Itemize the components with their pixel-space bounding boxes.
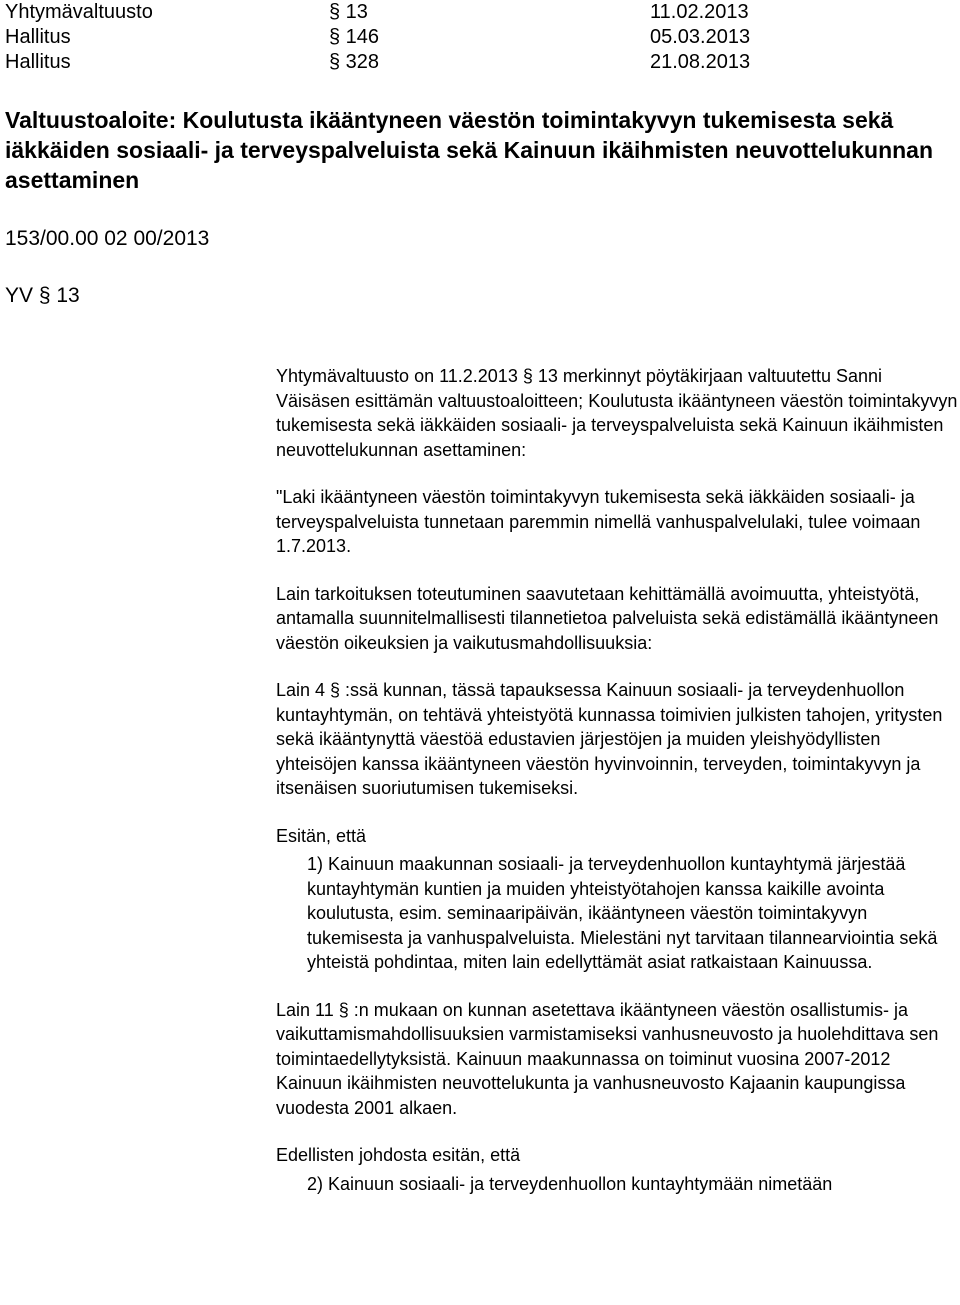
history-body: Hallitus (5, 51, 71, 73)
proposal-item: 2) Kainuun sosiaali- ja terveydenhuollon kuntayhtymään nimetään (307, 1173, 833, 1194)
proposal-list (276, 1172, 960, 1197)
history-body: Hallitus (5, 26, 71, 48)
history-date: 11.02.2013 (650, 1, 749, 23)
body-text (276, 364, 960, 1196)
proposal-lead: Edellisten johdosta esitän, että (276, 1145, 521, 1165)
paragraph: Lain tarkoituksen toteutuminen saavutetaan kehittämällä avoimuutta, yhteistyötä, antamalla suunnitelmallisesti tilannetietoa palveluista sekä edistämällä ikääntyneen väestön oikeuksien ja vaikutusmahdollisuuksia: (276, 583, 939, 653)
section-reference: YV § 13 (5, 284, 80, 307)
paragraph: Lain 4 § :ssä kunnan, tässä tapauksessa Kainuun sosiaali- ja terveydenhuollon kuntayhtymän, on tehtävä yhteistyötä kunnassa toimivien julkisten tahojen, yritysten sekä ikääntynyttä väestöä edustavien järjestöjen ja muiden yleishyödyllisten yhteisöjen kanssa ikääntyneen väestön hyvinvoinnin, terveyden, toimintakyvyn ja itsenäisen suoriutumisen tukemiseksi. (276, 680, 943, 798)
proposal-list (276, 852, 960, 975)
diary-number: 153/00.00 02 00/2013 (5, 227, 210, 250)
intro-paragraph: Yhtymävaltuusto on 11.2.2013 § 13 merkinnyt pöytäkirjaan valtuutettu Sanni Väisäsen esittämän valtuustoaloitteen; Koulutusta ikääntyneen väestön toimintakyvyn tukemisesta sekä iäkkäiden sosiaali- ja terveyspalveluista sekä Kainuun ikäihmisten neuvottelukunnan asettaminen: (276, 366, 958, 460)
paragraph: Lain 11 § :n mukaan on kunnan asetettava ikääntyneen väestön osallistumis- ja vaikuttamismahdollisuuksien varmistamiseksi vanhusneuvosto ja huolehdittava sen toimintaedellytyksistä. Kainuun maakunnassa on toiminut vuosina 2007-2012 Kainuun ikäihmisten neuvottelukunta ja vanhusneuvosto Kajaanin kaupungissa vuodesta 2001 alkaen. (276, 999, 939, 1118)
proposal-lead: Esitän, että (276, 825, 367, 846)
history-date: 21.08.2013 (650, 51, 751, 73)
history-body: Yhtymävaltuusto (5, 1, 153, 23)
history-section: § 328 (329, 51, 380, 73)
history-section: § 13 (329, 1, 368, 23)
history-date: 05.03.2013 (650, 26, 751, 48)
history-section: § 146 (329, 26, 380, 48)
quote-paragraph: "Laki ikääntyneen väestön toimintakyvyn tukemisesta sekä iäkkäiden sosiaali- ja terveyspalveluista tunnetaan paremmin nimellä vanhuspalvelulaki, tulee voimaan 1.7.2013. (276, 487, 921, 556)
document-title: Valtuustoaloite: Koulutusta ikääntyneen väestön toimintakyvyn tukemisesta sekä iäkkäiden sosiaali- ja terveyspalveluista sekä Kainuun ikäihmisten neuvottelukunnan asettaminen (5, 107, 934, 193)
proposal-item: 1) Kainuun maakunnan sosiaali- ja terveydenhuollon kuntayhtymä järjestää kuntayhtymän kuntien ja muiden yhteistyötahojen kanssa kaikille avointa koulutusta, esim. seminaaripäivän, ikääntyneen väestön toimintakyvyn tukemisesta ja vanhuspalveluista. Mielestäni nyt tarvitaan tilannearviointia sekä yhteistä pohdintaa, miten lain edellyttämät asiat ratkaistaan Kainuussa. (307, 854, 938, 972)
